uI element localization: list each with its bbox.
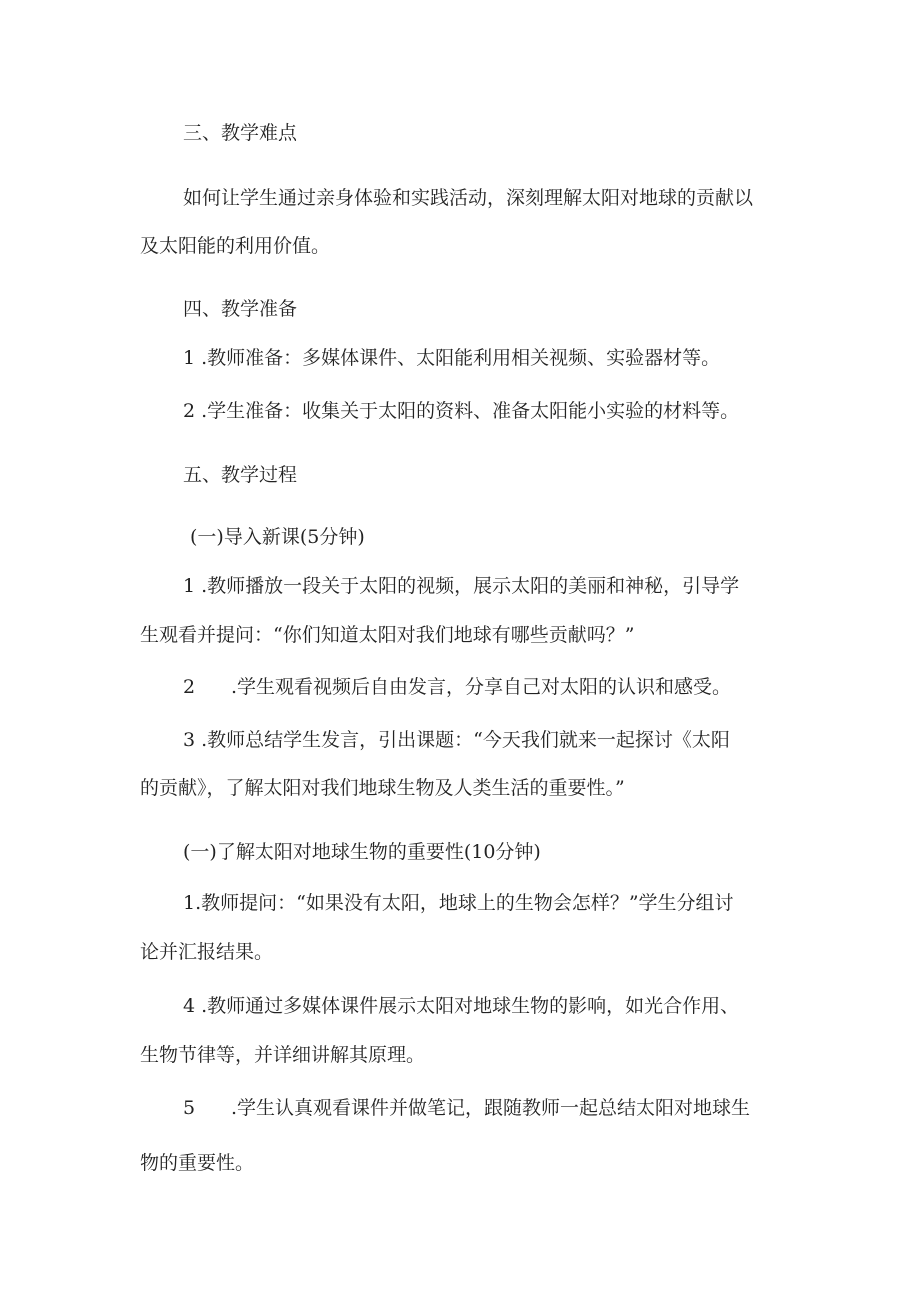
list-item-text: .教师准备：多媒体课件、太阳能利用相关视频、实验器材等。 xyxy=(201,347,721,369)
paragraph-line: 如何让学生通过亲身体验和实践活动，深刻理解太阳对地球的贡献以 xyxy=(183,187,754,209)
list-item-number: 3 xyxy=(183,729,196,751)
list-item-number: 4 xyxy=(183,995,196,1017)
list-item: 1.教师提问：“如果没有太阳，地球上的生物会怎样？”学生分组讨 xyxy=(183,892,734,914)
subsection-heading: (一)导入新课(5分钟) xyxy=(190,526,365,548)
subsection-heading: (一)了解太阳对地球生物的重要性(10分钟) xyxy=(183,841,541,863)
list-item xyxy=(183,675,731,699)
paragraph-line: 物的重要性。 xyxy=(140,1152,255,1174)
list-item xyxy=(183,994,739,1018)
list-item-number: 1 xyxy=(183,347,196,369)
paragraph-line: 论并汇报结果。 xyxy=(140,941,274,963)
list-item-text: .学生认真观看课件并做笔记，跟随教师一起总结太阳对地球生 xyxy=(231,1097,751,1119)
list-item-number: 5 xyxy=(183,1097,196,1119)
paragraph-line: 及太阳能的利用价值。 xyxy=(140,235,331,257)
list-item xyxy=(183,574,739,598)
list-item xyxy=(183,1096,750,1120)
section-heading-process: 五、教学过程 xyxy=(183,464,298,486)
list-item-number: 1 xyxy=(183,575,196,597)
list-item-number: 2 xyxy=(183,400,196,422)
section-heading-preparation: 四、教学准备 xyxy=(183,298,298,320)
list-item-text: .学生准备：收集关于太阳的资料、准备太阳能小实验的材料等。 xyxy=(201,400,740,422)
list-item-text: .教师通过多媒体课件展示太阳对地球生物的影响，如光合作用、 xyxy=(201,995,740,1017)
paragraph-line: 的贡献》，了解太阳对我们地球生物及人类生活的重要性。” xyxy=(140,777,625,799)
list-item xyxy=(183,728,730,752)
section-heading-difficulties: 三、教学难点 xyxy=(183,122,298,144)
paragraph-line: 生物节律等，并详细讲解其原理。 xyxy=(140,1044,426,1066)
list-item-number: 2 xyxy=(183,676,196,698)
list-item xyxy=(183,399,739,423)
list-item-text: .学生观看视频后自由发言，分享自己对太阳的认识和感受。 xyxy=(231,676,732,698)
list-item-text: .教师总结学生发言，引出课题：“今天我们就来一起探讨《太阳 xyxy=(201,729,730,751)
list-item-text: .教师播放一段关于太阳的视频，展示太阳的美丽和神秘，引导学 xyxy=(201,575,740,597)
paragraph-line: 生观看并提问：“你们知道太阳对我们地球有哪些贡献吗？” xyxy=(140,624,635,646)
list-item xyxy=(183,346,720,370)
